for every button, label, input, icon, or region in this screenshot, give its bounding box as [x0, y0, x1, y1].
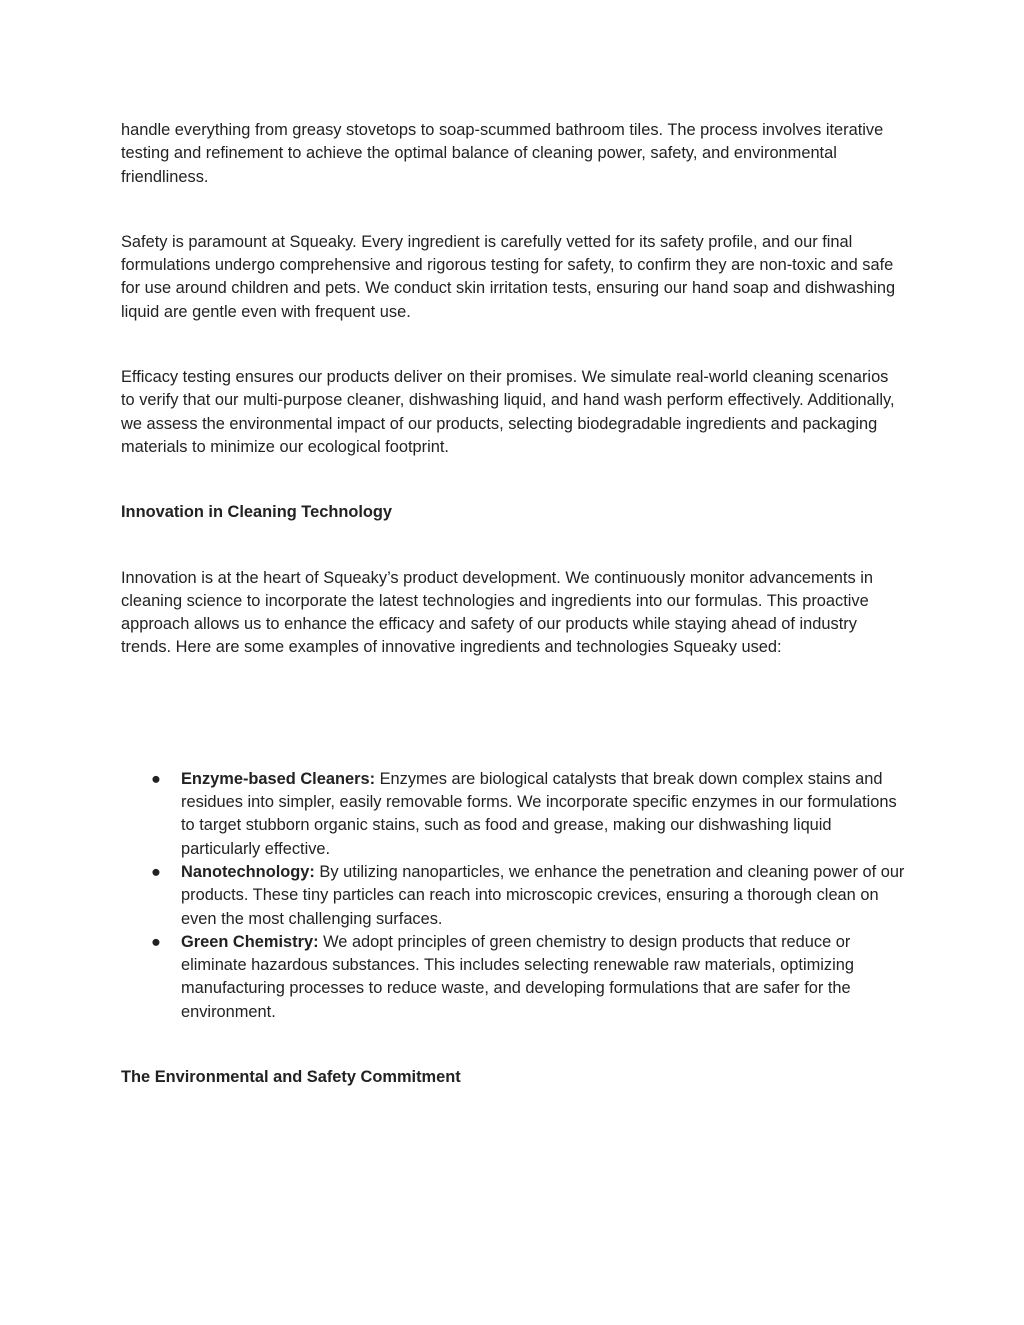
list-item-text: Enzymes are biological catalysts that break down complex stains and residues into simpler, easily removable forms. We incorporate specific enzymes in our formulations to target stubborn organic stains, such as food and grease, making our dishwashing liquid particularly effective. — [181, 769, 897, 858]
list-item — [121, 861, 906, 931]
paragraph-efficacy: Efficacy testing ensures our products deliver on their promises. We simulate real-world cleaning scenarios to verify that our multi-purpose cleaner, dishwashing liquid, and hand wash perform effectively. Additionally, we assess the environmental impact of our products, selecting biodegradable ingredients and packaging materials to minimize our ecological footprint. — [121, 368, 895, 456]
bullet-marker: ● — [151, 769, 161, 788]
document-page — [121, 119, 906, 1089]
list-item-term: Nanotechnology: — [181, 862, 315, 881]
list-item — [121, 931, 906, 1024]
paragraph-safety: Safety is paramount at Squeaky. Every ingredient is carefully vetted for its safety profile, and our final formulations undergo comprehensive and rigorous testing for safety, to confirm they are non-toxic and safe for use around children and pets. We conduct skin irritation tests, ensuring our hand soap and dishwashing liquid are gentle even with frequent use. — [121, 232, 896, 321]
list-item-text: By utilizing nanoparticles, we enhance the penetration and cleaning power of our products. These tiny particles can reach into microscopic crevices, ensuring a thorough clean on even the most challenging surfaces. — [181, 862, 905, 928]
list-item-text: We adopt principles of green chemistry to design products that reduce or eliminate hazardous substances. This includes selecting renewable raw materials, optimizing manufacturing processes to reduce waste, and developing formulations that are safer for the environment. — [181, 932, 854, 1021]
heading-innovation: Innovation in Cleaning Technology — [121, 503, 393, 522]
paragraph-innovation: Innovation is at the heart of Squeaky’s product development. We continuously monitor advancements in cleaning science to incorporate the latest technologies and ingredients into our formulas. This proactive approach allows us to enhance the efficacy and safety of our products while staying ahead of industry trends. Here are some examples of innovative ingredients and technologies Squeaky used: — [121, 568, 873, 657]
heading-environment: The Environmental and Safety Commitment — [121, 1068, 461, 1087]
bullet-marker: ● — [151, 862, 161, 881]
paragraph-testing-process: handle everything from greasy stovetops to soap-scummed bathroom tiles. The process involves iterative testing and refinement to achieve the optimal balance of cleaning power, safety, and environmental friendliness. — [121, 121, 884, 186]
innovation-list — [121, 768, 906, 1024]
list-item — [121, 768, 906, 861]
list-item-term: Enzyme-based Cleaners: — [181, 769, 376, 788]
bullet-marker: ● — [151, 932, 161, 951]
list-item-term: Green Chemistry: — [181, 932, 319, 951]
